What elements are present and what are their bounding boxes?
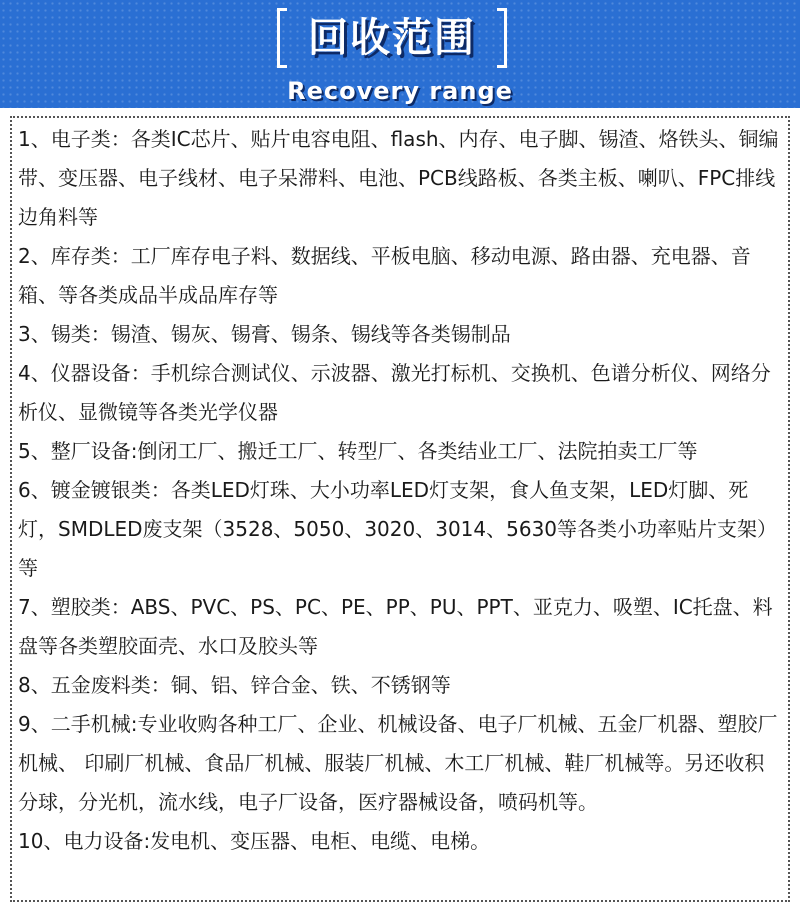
page-title: 回收范围 — [308, 15, 476, 61]
header-banner — [0, 0, 800, 108]
list-item-plastic: 7、塑胶类：ABS、PVC、PS、PC、PE、PP、PU、PPT、亚克力、吸塑、IC托盘、料盘等各类塑胶面壳、水口及胶头等 — [18, 595, 773, 658]
list-item-factory-equipment: 5、整厂设备:倒闭工厂、搬迁工厂、转型厂、各类结业工厂、法院拍卖工厂等 — [18, 439, 698, 463]
list-item-power-equipment: 10、电力设备:发电机、变压器、电柜、电缆、电梯。 — [18, 829, 491, 853]
list-item-used-machinery: 9、二手机械:专业收购各种工厂、企业、机械设备、电子厂机械、五金厂机器、塑胶厂机械、 印刷厂机械、食品厂机械、服装厂机械、木工厂机械、鞋厂机械等。另还收积分球，分光机，流水线，电子厂设备，医疗器械设备，喷码机等。 — [18, 712, 778, 814]
recovery-list — [10, 116, 790, 902]
title-frame — [277, 8, 507, 68]
page-subtitle: Recovery range — [287, 77, 513, 105]
list-item-tin: 3、锡类：锡渣、锡灰、锡膏、锡条、锡线等各类锡制品 — [18, 322, 511, 346]
list-item-plated: 6、镀金镀银类：各类LED灯珠、大小功率LED灯支架，食人鱼支架，LED灯脚、死灯，SMDLED废支架（3528、5050、3020、3014、5630等各类小功率贴片支架）等 — [18, 478, 778, 580]
list-item-hardware-scrap: 8、五金废料类：铜、铝、锌合金、铁、不锈钢等 — [18, 673, 451, 697]
list-item-instruments: 4、仪器设备：手机综合测试仪、示波器、激光打标机、交换机、色谱分析仪、网络分析仪、显微镜等各类光学仪器 — [18, 361, 771, 424]
list-item-electronics: 1、电子类：各类IC芯片、贴片电容电阻、flash、内存、电子脚、锡渣、烙铁头、铜编带、变压器、电子线材、电子呆滞料、电池、PCB线路板、各类主板、喇叭、FPC排线边角料等 — [18, 127, 779, 229]
list-item-inventory: 2、库存类：工厂库存电子料、数据线、平板电脑、移动电源、路由器、充电器、音箱、等各类成品半成品库存等 — [18, 244, 751, 307]
